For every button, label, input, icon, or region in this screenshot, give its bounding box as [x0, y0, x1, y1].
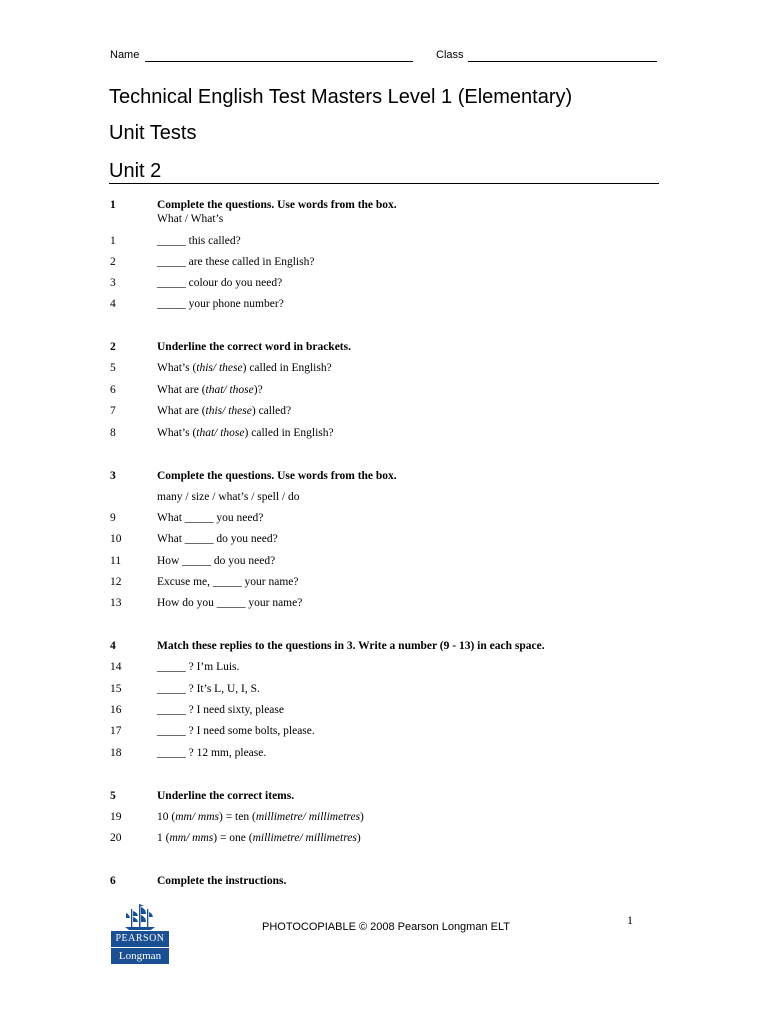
- question-item: _____ this called?: [157, 235, 241, 247]
- question-item: What are (that/ those)?: [157, 384, 263, 396]
- item-number: 3: [110, 277, 116, 289]
- bracket-options[interactable]: this/ these: [205, 405, 252, 417]
- exercise-number: 2: [110, 341, 116, 353]
- question-item: How _____ do you need?: [157, 555, 276, 567]
- unit-heading: Unit 2: [109, 160, 162, 182]
- item-number: 14: [110, 661, 122, 673]
- question-item: 10 (mm/ mms) = ten (millimetre/ millimetres): [157, 811, 364, 823]
- logo-pearson-text: PEARSON: [111, 931, 169, 948]
- class-label: Class: [436, 49, 464, 61]
- exercise-instruction: Complete the instructions.: [157, 875, 287, 887]
- page-title: Technical English Test Masters Level 1 (Elementary): [109, 86, 573, 108]
- item-number: 18: [110, 747, 122, 759]
- item-number: 16: [110, 704, 122, 716]
- question-item: _____ your phone number?: [157, 298, 284, 310]
- name-label: Name: [110, 49, 140, 61]
- item-number: 17: [110, 725, 122, 737]
- bracket-options[interactable]: millimetre/ millimetres: [255, 811, 361, 823]
- exercise-instruction: Complete the questions. Use words from the box.: [157, 470, 397, 482]
- question-item: 1 (mm/ mms) = one (millimetre/ millimetres): [157, 832, 361, 844]
- item-number: 4: [110, 298, 116, 310]
- exercise-number: 4: [110, 640, 116, 652]
- item-number: 19: [110, 811, 122, 823]
- question-item: What’s (this/ these) called in English?: [157, 362, 332, 374]
- bracket-options[interactable]: this/ these: [196, 362, 243, 374]
- item-number: 9: [110, 512, 116, 524]
- bracket-options[interactable]: mm/ mms: [169, 832, 214, 844]
- exercise-instruction: Match these replies to the questions in 3. Write a number (9 - 13) in each space.: [157, 640, 545, 652]
- copyright-notice: PHOTOCOPIABLE © 2008 Pearson Longman ELT: [262, 921, 510, 933]
- bracket-options[interactable]: that/ those: [205, 384, 254, 396]
- word-box: What / What’s: [157, 213, 224, 225]
- item-number: 15: [110, 683, 122, 695]
- item-number: 6: [110, 384, 116, 396]
- heading-divider: [109, 183, 659, 184]
- item-number: 11: [110, 555, 122, 567]
- question-item: What _____ do you need?: [157, 533, 278, 545]
- reply-item: _____ ? 12 mm, please.: [157, 747, 267, 759]
- item-number: 20: [110, 832, 122, 844]
- item-number: 12: [110, 576, 122, 588]
- reply-item: _____ ? I need some bolts, please.: [157, 725, 315, 737]
- item-number: 10: [110, 533, 122, 545]
- ship-icon: [111, 903, 169, 931]
- reply-item: _____ ? It’s L, U, I, S.: [157, 683, 260, 695]
- question-item: _____ are these called in English?: [157, 256, 315, 268]
- question-item: What are (this/ these) called?: [157, 405, 292, 417]
- question-item: Excuse me, _____ your name?: [157, 576, 299, 588]
- exercise-number: 3: [110, 470, 116, 482]
- item-number: 5: [110, 362, 116, 374]
- exercise-instruction: Complete the questions. Use words from the box.: [157, 199, 397, 211]
- question-item: How do you _____ your name?: [157, 597, 303, 609]
- reply-item: _____ ? I need sixty, please: [157, 704, 284, 716]
- word-box: many / size / what’s / spell / do: [157, 491, 300, 503]
- exercise-number: 5: [110, 790, 116, 802]
- page-number: 1: [627, 913, 633, 927]
- bracket-options[interactable]: millimetre/ millimetres: [252, 832, 357, 844]
- item-number: 2: [110, 256, 116, 268]
- exercise-number: 1: [110, 199, 116, 211]
- exercise-instruction: Underline the correct items.: [157, 790, 295, 802]
- question-item: _____ colour do you need?: [157, 277, 283, 289]
- item-number: 7: [110, 405, 116, 417]
- exercise-number: 6: [110, 875, 116, 887]
- name-field[interactable]: [145, 61, 413, 62]
- bracket-options[interactable]: that/ those: [196, 427, 245, 439]
- exercise-instruction: Underline the correct word in brackets.: [157, 341, 351, 353]
- item-number: 13: [110, 597, 122, 609]
- reply-item: _____ ? I’m Luis.: [157, 661, 240, 673]
- bracket-options[interactable]: mm/ mms: [175, 811, 219, 823]
- pearson-longman-logo: [111, 903, 169, 964]
- item-number: 1: [110, 235, 116, 247]
- question-item: What _____ you need?: [157, 512, 264, 524]
- page-subtitle: Unit Tests: [109, 122, 197, 144]
- question-item: What’s (that/ those) called in English?: [157, 427, 334, 439]
- class-field[interactable]: [468, 61, 657, 62]
- item-number: 8: [110, 427, 116, 439]
- logo-longman-text: Longman: [111, 948, 169, 964]
